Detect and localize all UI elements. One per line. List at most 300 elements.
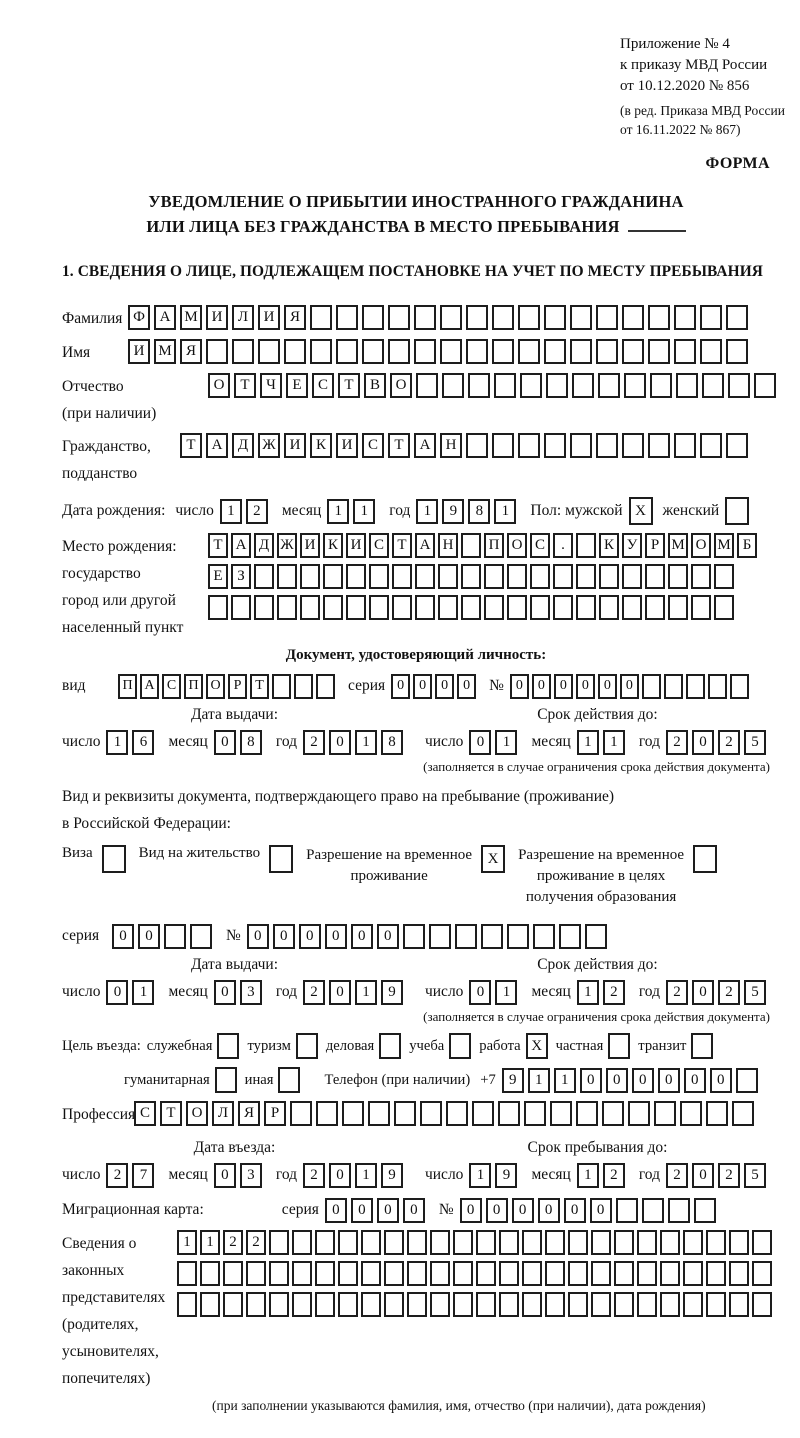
- char-cell[interactable]: [323, 595, 343, 620]
- char-cell[interactable]: 0: [351, 924, 373, 949]
- char-cell[interactable]: [254, 564, 274, 589]
- char-cell[interactable]: 0: [620, 674, 639, 699]
- char-cell[interactable]: [645, 595, 665, 620]
- char-cell[interactable]: [545, 1230, 565, 1255]
- char-cell[interactable]: [559, 924, 581, 949]
- char-cell[interactable]: [258, 339, 280, 364]
- char-cell[interactable]: [269, 1292, 289, 1317]
- char-cell[interactable]: [570, 305, 592, 330]
- char-cell[interactable]: [546, 373, 568, 398]
- char-cell[interactable]: 0: [460, 1198, 482, 1223]
- char-cell[interactable]: 1: [494, 499, 516, 524]
- char-cell[interactable]: [660, 1292, 680, 1317]
- char-cell[interactable]: 2: [603, 1163, 625, 1188]
- char-cell[interactable]: [622, 305, 644, 330]
- char-cell[interactable]: А: [206, 433, 228, 458]
- char-cell[interactable]: К: [310, 433, 332, 458]
- char-cell[interactable]: [648, 305, 670, 330]
- char-cell[interactable]: [269, 1230, 289, 1255]
- char-cell[interactable]: И: [336, 433, 358, 458]
- char-cell[interactable]: 0: [538, 1198, 560, 1223]
- char-cell[interactable]: 1: [577, 730, 599, 755]
- char-cell[interactable]: [392, 595, 412, 620]
- char-cell[interactable]: [164, 924, 186, 949]
- char-cell[interactable]: [622, 339, 644, 364]
- char-cell[interactable]: [223, 1261, 243, 1286]
- char-cell[interactable]: [544, 433, 566, 458]
- char-cell[interactable]: [415, 564, 435, 589]
- char-cell[interactable]: [272, 674, 291, 699]
- char-cell[interactable]: [674, 305, 696, 330]
- char-cell[interactable]: [277, 595, 297, 620]
- char-cell[interactable]: [591, 1230, 611, 1255]
- char-cell[interactable]: [568, 1292, 588, 1317]
- char-cell[interactable]: 2: [303, 980, 325, 1005]
- char-cell[interactable]: [430, 1261, 450, 1286]
- char-cell[interactable]: А: [154, 305, 176, 330]
- char-cell[interactable]: [338, 1261, 358, 1286]
- purpose-transit-checkbox[interactable]: [691, 1033, 713, 1059]
- char-cell[interactable]: [499, 1261, 519, 1286]
- char-cell[interactable]: Л: [232, 305, 254, 330]
- char-cell[interactable]: [730, 674, 749, 699]
- char-cell[interactable]: 2: [246, 1230, 266, 1255]
- char-cell[interactable]: [476, 1230, 496, 1255]
- char-cell[interactable]: 2: [303, 1163, 325, 1188]
- sex-male-checkbox[interactable]: X: [629, 497, 653, 525]
- char-cell[interactable]: [752, 1261, 772, 1286]
- char-cell[interactable]: [361, 1292, 381, 1317]
- option-temp-residence-checkbox[interactable]: X: [481, 845, 505, 873]
- char-cell[interactable]: [642, 1198, 664, 1223]
- char-cell[interactable]: Т: [180, 433, 202, 458]
- char-cell[interactable]: [624, 373, 646, 398]
- char-cell[interactable]: Д: [254, 533, 274, 558]
- char-cell[interactable]: [754, 373, 776, 398]
- char-cell[interactable]: [277, 564, 297, 589]
- char-cell[interactable]: Ж: [277, 533, 297, 558]
- char-cell[interactable]: [499, 1292, 519, 1317]
- char-cell[interactable]: [292, 1261, 312, 1286]
- char-cell[interactable]: 9: [381, 1163, 403, 1188]
- char-cell[interactable]: [246, 1292, 266, 1317]
- char-cell[interactable]: [576, 1101, 598, 1126]
- char-cell[interactable]: [442, 373, 464, 398]
- purpose-official-checkbox[interactable]: [217, 1033, 239, 1059]
- char-cell[interactable]: [492, 339, 514, 364]
- char-cell[interactable]: 2: [666, 980, 688, 1005]
- char-cell[interactable]: А: [231, 533, 251, 558]
- char-cell[interactable]: С: [312, 373, 334, 398]
- char-cell[interactable]: [208, 595, 228, 620]
- char-cell[interactable]: [254, 595, 274, 620]
- char-cell[interactable]: [545, 1261, 565, 1286]
- char-cell[interactable]: [362, 305, 384, 330]
- char-cell[interactable]: И: [206, 305, 228, 330]
- char-cell[interactable]: 0: [510, 674, 529, 699]
- char-cell[interactable]: Я: [238, 1101, 260, 1126]
- char-cell[interactable]: 0: [457, 674, 476, 699]
- char-cell[interactable]: [492, 305, 514, 330]
- char-cell[interactable]: [290, 1101, 312, 1126]
- char-cell[interactable]: 0: [351, 1198, 373, 1223]
- char-cell[interactable]: [700, 339, 722, 364]
- char-cell[interactable]: 1: [177, 1230, 197, 1255]
- char-cell[interactable]: [729, 1292, 749, 1317]
- char-cell[interactable]: 8: [240, 730, 262, 755]
- char-cell[interactable]: Е: [286, 373, 308, 398]
- char-cell[interactable]: [642, 674, 661, 699]
- char-cell[interactable]: 1: [495, 730, 517, 755]
- char-cell[interactable]: И: [284, 433, 306, 458]
- char-cell[interactable]: 1: [106, 730, 128, 755]
- char-cell[interactable]: П: [118, 674, 137, 699]
- char-cell[interactable]: 8: [381, 730, 403, 755]
- char-cell[interactable]: [576, 595, 596, 620]
- char-cell[interactable]: [369, 564, 389, 589]
- char-cell[interactable]: 0: [564, 1198, 586, 1223]
- char-cell[interactable]: 0: [710, 1068, 732, 1093]
- char-cell[interactable]: [292, 1292, 312, 1317]
- char-cell[interactable]: [674, 339, 696, 364]
- char-cell[interactable]: [492, 433, 514, 458]
- char-cell[interactable]: [316, 1101, 338, 1126]
- char-cell[interactable]: [668, 564, 688, 589]
- char-cell[interactable]: [484, 595, 504, 620]
- char-cell[interactable]: [637, 1292, 657, 1317]
- char-cell[interactable]: Т: [160, 1101, 182, 1126]
- char-cell[interactable]: [683, 1261, 703, 1286]
- char-cell[interactable]: В: [364, 373, 386, 398]
- char-cell[interactable]: 9: [442, 499, 464, 524]
- char-cell[interactable]: .: [553, 533, 573, 558]
- char-cell[interactable]: [674, 433, 696, 458]
- char-cell[interactable]: 2: [246, 499, 268, 524]
- char-cell[interactable]: О: [691, 533, 711, 558]
- char-cell[interactable]: [568, 1261, 588, 1286]
- char-cell[interactable]: [466, 339, 488, 364]
- char-cell[interactable]: 0: [590, 1198, 612, 1223]
- char-cell[interactable]: [553, 595, 573, 620]
- char-cell[interactable]: [269, 1261, 289, 1286]
- char-cell[interactable]: 2: [718, 980, 740, 1005]
- char-cell[interactable]: [530, 564, 550, 589]
- char-cell[interactable]: [544, 305, 566, 330]
- char-cell[interactable]: И: [128, 339, 150, 364]
- char-cell[interactable]: [686, 674, 705, 699]
- char-cell[interactable]: [576, 533, 596, 558]
- char-cell[interactable]: [591, 1261, 611, 1286]
- char-cell[interactable]: [520, 373, 542, 398]
- char-cell[interactable]: [645, 564, 665, 589]
- char-cell[interactable]: 2: [223, 1230, 243, 1255]
- char-cell[interactable]: С: [369, 533, 389, 558]
- char-cell[interactable]: М: [180, 305, 202, 330]
- char-cell[interactable]: [438, 564, 458, 589]
- char-cell[interactable]: И: [346, 533, 366, 558]
- option-residence-permit-checkbox[interactable]: [269, 845, 293, 873]
- char-cell[interactable]: [637, 1261, 657, 1286]
- char-cell[interactable]: 0: [325, 1198, 347, 1223]
- char-cell[interactable]: [430, 1292, 450, 1317]
- char-cell[interactable]: [668, 1198, 690, 1223]
- char-cell[interactable]: О: [507, 533, 527, 558]
- char-cell[interactable]: [726, 339, 748, 364]
- char-cell[interactable]: Д: [232, 433, 254, 458]
- char-cell[interactable]: [732, 1101, 754, 1126]
- char-cell[interactable]: 0: [469, 730, 491, 755]
- char-cell[interactable]: [384, 1292, 404, 1317]
- char-cell[interactable]: [342, 1101, 364, 1126]
- char-cell[interactable]: [300, 595, 320, 620]
- char-cell[interactable]: [648, 433, 670, 458]
- char-cell[interactable]: [384, 1261, 404, 1286]
- char-cell[interactable]: О: [208, 373, 230, 398]
- purpose-tourism-checkbox[interactable]: [296, 1033, 318, 1059]
- char-cell[interactable]: С: [134, 1101, 156, 1126]
- char-cell[interactable]: Ж: [258, 433, 280, 458]
- char-cell[interactable]: 1: [416, 499, 438, 524]
- char-cell[interactable]: [598, 373, 620, 398]
- char-cell[interactable]: [691, 595, 711, 620]
- char-cell[interactable]: [346, 595, 366, 620]
- char-cell[interactable]: 7: [132, 1163, 154, 1188]
- char-cell[interactable]: 1: [577, 1163, 599, 1188]
- purpose-study-checkbox[interactable]: [449, 1033, 471, 1059]
- char-cell[interactable]: М: [668, 533, 688, 558]
- char-cell[interactable]: [680, 1101, 702, 1126]
- char-cell[interactable]: 0: [512, 1198, 534, 1223]
- char-cell[interactable]: 0: [214, 1163, 236, 1188]
- char-cell[interactable]: [664, 674, 683, 699]
- char-cell[interactable]: 0: [684, 1068, 706, 1093]
- char-cell[interactable]: [407, 1261, 427, 1286]
- char-cell[interactable]: [494, 373, 516, 398]
- char-cell[interactable]: [660, 1230, 680, 1255]
- char-cell[interactable]: [524, 1101, 546, 1126]
- char-cell[interactable]: Т: [250, 674, 269, 699]
- char-cell[interactable]: [591, 1292, 611, 1317]
- char-cell[interactable]: 0: [138, 924, 160, 949]
- char-cell[interactable]: 5: [744, 980, 766, 1005]
- char-cell[interactable]: [507, 595, 527, 620]
- purpose-business-checkbox[interactable]: [379, 1033, 401, 1059]
- char-cell[interactable]: [346, 564, 366, 589]
- char-cell[interactable]: [518, 339, 540, 364]
- char-cell[interactable]: 3: [240, 980, 262, 1005]
- char-cell[interactable]: [407, 1292, 427, 1317]
- char-cell[interactable]: 2: [718, 1163, 740, 1188]
- char-cell[interactable]: 2: [106, 1163, 128, 1188]
- char-cell[interactable]: О: [206, 674, 225, 699]
- char-cell[interactable]: [392, 564, 412, 589]
- char-cell[interactable]: [683, 1230, 703, 1255]
- char-cell[interactable]: 5: [744, 1163, 766, 1188]
- char-cell[interactable]: 1: [353, 499, 375, 524]
- char-cell[interactable]: [706, 1292, 726, 1317]
- char-cell[interactable]: [177, 1261, 197, 1286]
- char-cell[interactable]: [726, 305, 748, 330]
- char-cell[interactable]: [310, 339, 332, 364]
- char-cell[interactable]: А: [414, 433, 436, 458]
- char-cell[interactable]: [522, 1230, 542, 1255]
- char-cell[interactable]: 9: [381, 980, 403, 1005]
- char-cell[interactable]: [361, 1261, 381, 1286]
- purpose-other-checkbox[interactable]: [278, 1067, 300, 1093]
- char-cell[interactable]: [429, 924, 451, 949]
- char-cell[interactable]: [461, 595, 481, 620]
- char-cell[interactable]: [714, 595, 734, 620]
- char-cell[interactable]: [336, 305, 358, 330]
- char-cell[interactable]: [284, 339, 306, 364]
- char-cell[interactable]: 0: [391, 674, 410, 699]
- char-cell[interactable]: 3: [240, 1163, 262, 1188]
- char-cell[interactable]: П: [484, 533, 504, 558]
- char-cell[interactable]: [729, 1261, 749, 1286]
- char-cell[interactable]: [338, 1292, 358, 1317]
- char-cell[interactable]: Л: [212, 1101, 234, 1126]
- char-cell[interactable]: [702, 373, 724, 398]
- char-cell[interactable]: [622, 595, 642, 620]
- char-cell[interactable]: [691, 564, 711, 589]
- char-cell[interactable]: 0: [214, 730, 236, 755]
- char-cell[interactable]: [706, 1230, 726, 1255]
- char-cell[interactable]: [553, 564, 573, 589]
- char-cell[interactable]: Я: [284, 305, 306, 330]
- char-cell[interactable]: И: [300, 533, 320, 558]
- char-cell[interactable]: [362, 339, 384, 364]
- char-cell[interactable]: 0: [606, 1068, 628, 1093]
- char-cell[interactable]: [499, 1230, 519, 1255]
- char-cell[interactable]: [440, 305, 462, 330]
- char-cell[interactable]: 1: [355, 980, 377, 1005]
- char-cell[interactable]: [708, 674, 727, 699]
- char-cell[interactable]: [599, 564, 619, 589]
- char-cell[interactable]: [338, 1230, 358, 1255]
- char-cell[interactable]: 1: [132, 980, 154, 1005]
- char-cell[interactable]: Н: [440, 433, 462, 458]
- char-cell[interactable]: [206, 339, 228, 364]
- char-cell[interactable]: Я: [180, 339, 202, 364]
- char-cell[interactable]: [522, 1292, 542, 1317]
- char-cell[interactable]: С: [162, 674, 181, 699]
- char-cell[interactable]: [648, 339, 670, 364]
- char-cell[interactable]: [484, 564, 504, 589]
- char-cell[interactable]: А: [415, 533, 435, 558]
- char-cell[interactable]: [481, 924, 503, 949]
- char-cell[interactable]: [468, 373, 490, 398]
- char-cell[interactable]: 1: [554, 1068, 576, 1093]
- char-cell[interactable]: [476, 1292, 496, 1317]
- char-cell[interactable]: К: [323, 533, 343, 558]
- char-cell[interactable]: [294, 674, 313, 699]
- char-cell[interactable]: М: [154, 339, 176, 364]
- char-cell[interactable]: [668, 595, 688, 620]
- char-cell[interactable]: [694, 1198, 716, 1223]
- char-cell[interactable]: Ф: [128, 305, 150, 330]
- char-cell[interactable]: [736, 1068, 758, 1093]
- char-cell[interactable]: [414, 305, 436, 330]
- char-cell[interactable]: [420, 1101, 442, 1126]
- char-cell[interactable]: [714, 564, 734, 589]
- char-cell[interactable]: 0: [112, 924, 134, 949]
- char-cell[interactable]: [453, 1292, 473, 1317]
- char-cell[interactable]: И: [258, 305, 280, 330]
- char-cell[interactable]: 0: [598, 674, 617, 699]
- char-cell[interactable]: С: [362, 433, 384, 458]
- char-cell[interactable]: 0: [325, 924, 347, 949]
- purpose-humanitarian-checkbox[interactable]: [215, 1067, 237, 1093]
- char-cell[interactable]: [518, 305, 540, 330]
- char-cell[interactable]: [522, 1261, 542, 1286]
- char-cell[interactable]: [660, 1261, 680, 1286]
- char-cell[interactable]: [568, 1230, 588, 1255]
- char-cell[interactable]: [596, 433, 618, 458]
- char-cell[interactable]: 2: [666, 1163, 688, 1188]
- char-cell[interactable]: [752, 1292, 772, 1317]
- char-cell[interactable]: [361, 1230, 381, 1255]
- char-cell[interactable]: [533, 924, 555, 949]
- char-cell[interactable]: О: [186, 1101, 208, 1126]
- char-cell[interactable]: [614, 1230, 634, 1255]
- char-cell[interactable]: [498, 1101, 520, 1126]
- char-cell[interactable]: [654, 1101, 676, 1126]
- char-cell[interactable]: 0: [106, 980, 128, 1005]
- char-cell[interactable]: [388, 339, 410, 364]
- char-cell[interactable]: [602, 1101, 624, 1126]
- char-cell[interactable]: 2: [666, 730, 688, 755]
- char-cell[interactable]: 5: [744, 730, 766, 755]
- char-cell[interactable]: 1: [469, 1163, 491, 1188]
- char-cell[interactable]: [550, 1101, 572, 1126]
- char-cell[interactable]: 9: [502, 1068, 524, 1093]
- char-cell[interactable]: [461, 564, 481, 589]
- char-cell[interactable]: О: [390, 373, 412, 398]
- char-cell[interactable]: [368, 1101, 390, 1126]
- char-cell[interactable]: [585, 924, 607, 949]
- char-cell[interactable]: [752, 1230, 772, 1255]
- char-cell[interactable]: [190, 924, 212, 949]
- char-cell[interactable]: 0: [532, 674, 551, 699]
- char-cell[interactable]: 0: [692, 1163, 714, 1188]
- char-cell[interactable]: [614, 1261, 634, 1286]
- char-cell[interactable]: [472, 1101, 494, 1126]
- char-cell[interactable]: [316, 674, 335, 699]
- char-cell[interactable]: [416, 373, 438, 398]
- char-cell[interactable]: 1: [528, 1068, 550, 1093]
- char-cell[interactable]: 0: [469, 980, 491, 1005]
- char-cell[interactable]: [545, 1292, 565, 1317]
- char-cell[interactable]: Н: [438, 533, 458, 558]
- sex-female-checkbox[interactable]: [725, 497, 749, 525]
- char-cell[interactable]: Т: [208, 533, 228, 558]
- char-cell[interactable]: [323, 564, 343, 589]
- char-cell[interactable]: [438, 595, 458, 620]
- char-cell[interactable]: [369, 595, 389, 620]
- char-cell[interactable]: [570, 433, 592, 458]
- char-cell[interactable]: [650, 373, 672, 398]
- char-cell[interactable]: 0: [329, 730, 351, 755]
- char-cell[interactable]: 0: [377, 1198, 399, 1223]
- char-cell[interactable]: [700, 305, 722, 330]
- char-cell[interactable]: [388, 305, 410, 330]
- char-cell[interactable]: [476, 1261, 496, 1286]
- char-cell[interactable]: 0: [632, 1068, 654, 1093]
- char-cell[interactable]: [232, 339, 254, 364]
- char-cell[interactable]: 0: [658, 1068, 680, 1093]
- char-cell[interactable]: [200, 1292, 220, 1317]
- char-cell[interactable]: Р: [228, 674, 247, 699]
